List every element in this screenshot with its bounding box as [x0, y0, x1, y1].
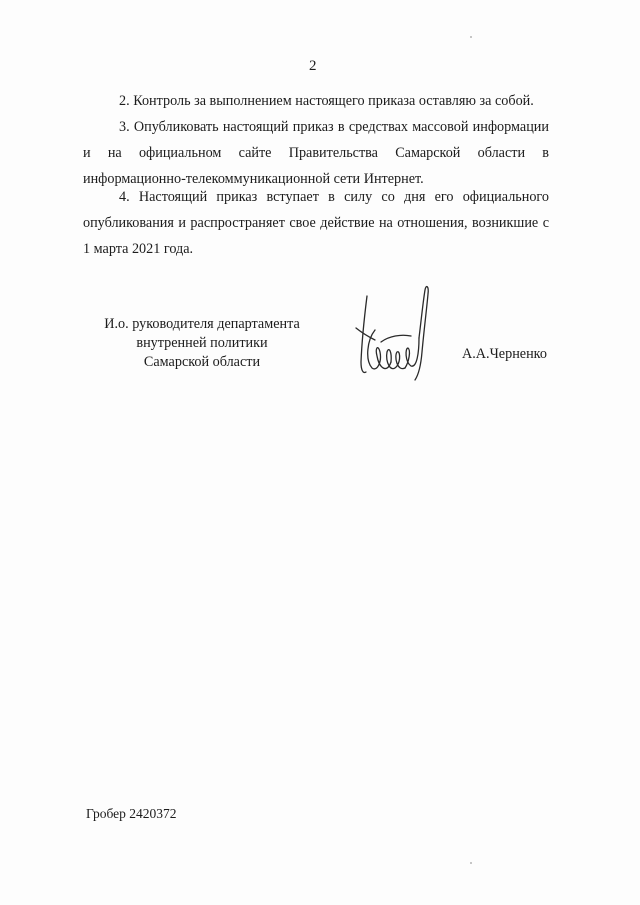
signatory-title-line: внутренней политики	[136, 335, 268, 351]
scan-speck	[470, 36, 472, 38]
page-number: 2	[309, 58, 317, 74]
signatory-title-line: И.о. руководителя департамента	[104, 316, 300, 332]
signatory-title	[97, 315, 307, 372]
paragraph-publish: 3. Опубликовать настоящий приказ в средствах массовой информации и на официальном сайте Правительства Самарской области в информационно-телекоммуникационной сети Интернет.	[83, 119, 549, 187]
signer-name: А.А.Черненко	[462, 346, 547, 362]
handwritten-signature	[345, 282, 445, 382]
executor-note: Гробер 2420372	[86, 806, 177, 821]
paragraph-effective-date: 4. Настоящий приказ вступает в силу со дня его официального опубликования и распространяет свое действие на отношения, возникшие с 1 марта 2021 года.	[83, 189, 549, 257]
signatory-title-line: Самарской области	[143, 354, 261, 370]
paragraph-control: 2. Контроль за выполнением настоящего приказа оставляю за собой.	[119, 93, 534, 109]
scan-speck	[470, 862, 472, 864]
